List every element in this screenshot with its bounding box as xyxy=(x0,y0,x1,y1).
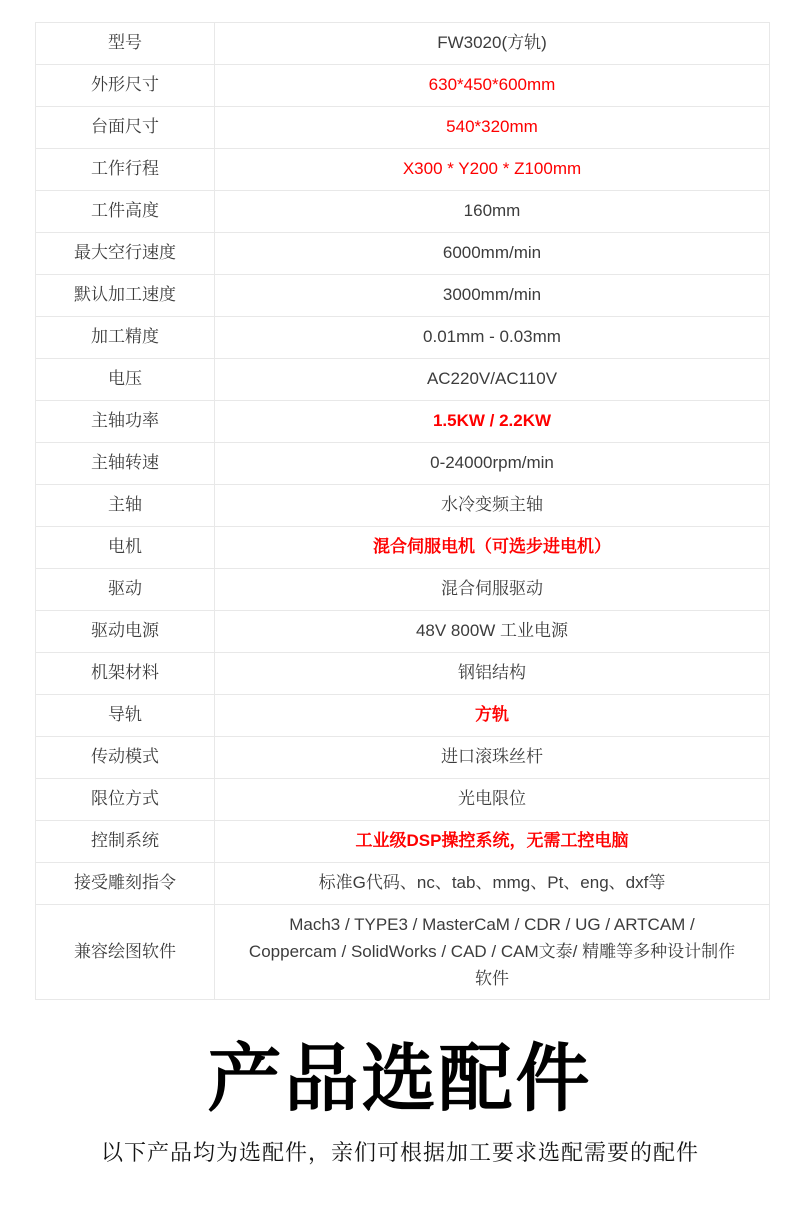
spec-label: 导轨 xyxy=(36,695,215,737)
spec-value: 160mm xyxy=(215,191,770,233)
table-row xyxy=(36,65,770,107)
spec-value: 6000mm/min xyxy=(215,233,770,275)
options-section-header xyxy=(0,1037,800,1167)
table-row xyxy=(36,527,770,569)
spec-value: AC220V/AC110V xyxy=(215,359,770,401)
table-row xyxy=(36,569,770,611)
table-row xyxy=(36,737,770,779)
spec-value: 混合伺服电机（可选步进电机） xyxy=(215,527,770,569)
spec-value: FW3020(方轨) xyxy=(215,23,770,65)
spec-label: 型号 xyxy=(36,23,215,65)
table-row xyxy=(36,653,770,695)
spec-label: 控制系统 xyxy=(36,821,215,863)
table-row xyxy=(36,149,770,191)
table-row xyxy=(36,233,770,275)
table-row xyxy=(36,821,770,863)
spec-value: 光电限位 xyxy=(215,779,770,821)
spec-value: 0-24000rpm/min xyxy=(215,443,770,485)
spec-value: 进口滚珠丝杆 xyxy=(215,737,770,779)
spec-label: 主轴 xyxy=(36,485,215,527)
spec-label: 工件高度 xyxy=(36,191,215,233)
spec-value: 方轨 xyxy=(215,695,770,737)
spec-value: 1.5KW / 2.2KW xyxy=(215,401,770,443)
spec-label: 电机 xyxy=(36,527,215,569)
spec-value: X300 * Y200 * Z100mm xyxy=(215,149,770,191)
spec-label: 驱动 xyxy=(36,569,215,611)
spec-label: 驱动电源 xyxy=(36,611,215,653)
table-row xyxy=(36,401,770,443)
spec-label: 外形尺寸 xyxy=(36,65,215,107)
spec-label: 电压 xyxy=(36,359,215,401)
table-row xyxy=(36,359,770,401)
spec-table-body xyxy=(36,23,770,1000)
spec-value: 0.01mm - 0.03mm xyxy=(215,317,770,359)
options-section-title: 产品选配件 xyxy=(207,1037,593,1120)
spec-label: 机架材料 xyxy=(36,653,215,695)
table-row xyxy=(36,779,770,821)
spec-label: 加工精度 xyxy=(36,317,215,359)
spec-value: 540*320mm xyxy=(215,107,770,149)
table-row xyxy=(36,191,770,233)
spec-label: 最大空行速度 xyxy=(36,233,215,275)
spec-label: 默认加工速度 xyxy=(36,275,215,317)
spec-label: 主轴功率 xyxy=(36,401,215,443)
spec-value: 3000mm/min xyxy=(215,275,770,317)
spec-value: 工业级DSP操控系统，无需工控电脑 xyxy=(215,821,770,863)
table-row xyxy=(36,443,770,485)
spec-label: 传动模式 xyxy=(36,737,215,779)
table-row xyxy=(36,485,770,527)
spec-value: Mach3 / TYPE3 / MasterCaM / CDR / UG / ARTCAM / Coppercam / SolidWorks / CAD / CAM文泰/ 精雕等多种设计制作软件 xyxy=(215,905,770,1000)
spec-label: 兼容绘图软件 xyxy=(36,905,215,1000)
table-row xyxy=(36,695,770,737)
table-row xyxy=(36,107,770,149)
options-section-subtitle: 以下产品均为选配件，亲们可根据加工要求选配需要的配件 xyxy=(100,1140,699,1165)
spec-value: 水冷变频主轴 xyxy=(215,485,770,527)
table-row xyxy=(36,863,770,905)
spec-table xyxy=(35,22,770,1000)
spec-label: 台面尺寸 xyxy=(36,107,215,149)
spec-label: 主轴转速 xyxy=(36,443,215,485)
table-row xyxy=(36,611,770,653)
spec-label: 限位方式 xyxy=(36,779,215,821)
spec-value: 钢铝结构 xyxy=(215,653,770,695)
spec-label: 工作行程 xyxy=(36,149,215,191)
spec-label: 接受雕刻指令 xyxy=(36,863,215,905)
table-row xyxy=(36,23,770,65)
spec-value: 标准G代码、nc、tab、mmg、Pt、eng、dxf等 xyxy=(215,863,770,905)
spec-value: 48V 800W 工业电源 xyxy=(215,611,770,653)
table-row xyxy=(36,905,770,1000)
spec-value: 630*450*600mm xyxy=(215,65,770,107)
spec-value: 混合伺服驱动 xyxy=(215,569,770,611)
table-row xyxy=(36,275,770,317)
table-row xyxy=(36,317,770,359)
